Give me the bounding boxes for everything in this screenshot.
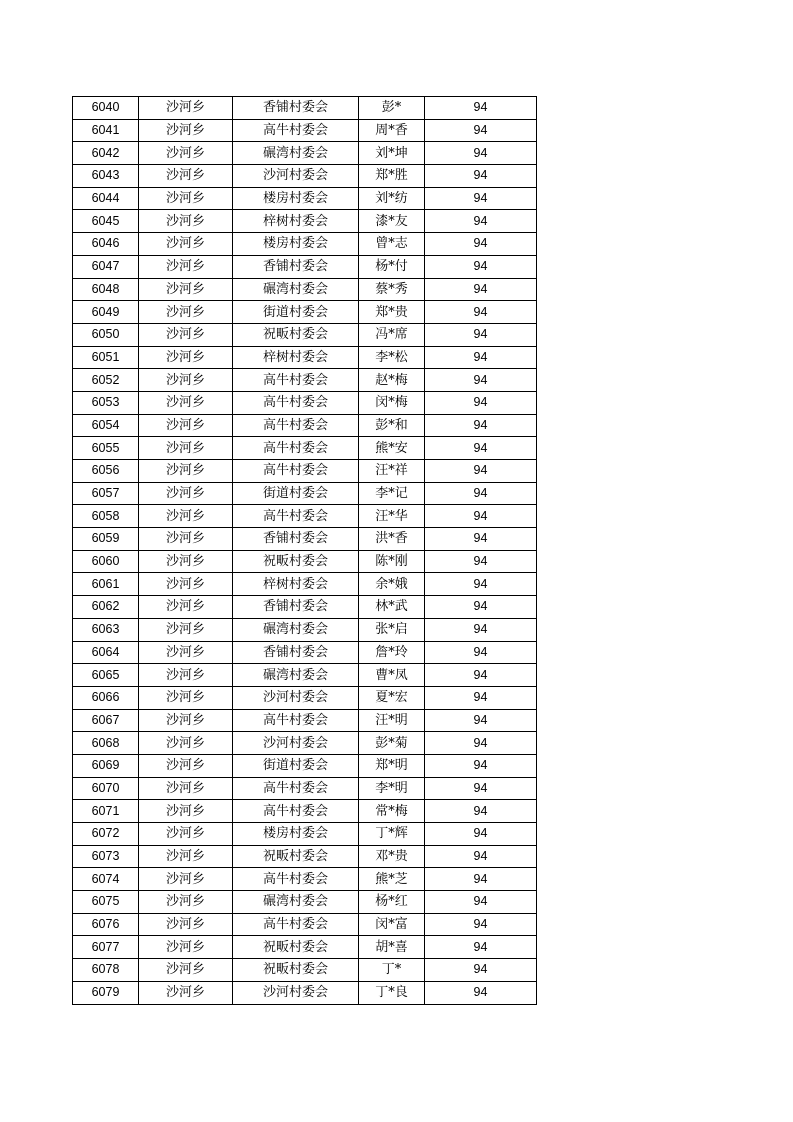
name-cell: 李*记: [359, 482, 425, 505]
village-committee-cell: 街道村委会: [233, 301, 359, 324]
name-cell: 曹*凤: [359, 664, 425, 687]
table-row: [73, 233, 537, 256]
village-committee-cell: 高牛村委会: [233, 369, 359, 392]
township-cell: 沙河乡: [139, 596, 233, 619]
village-committee-cell: 高牛村委会: [233, 437, 359, 460]
score-cell: 94: [425, 187, 537, 210]
name-cell: 张*启: [359, 618, 425, 641]
village-committee-cell: 高牛村委会: [233, 868, 359, 891]
township-cell: 沙河乡: [139, 323, 233, 346]
township-cell: 沙河乡: [139, 369, 233, 392]
score-cell: 94: [425, 913, 537, 936]
score-cell: 94: [425, 301, 537, 324]
township-cell: 沙河乡: [139, 255, 233, 278]
table-row: [73, 97, 537, 120]
township-cell: 沙河乡: [139, 97, 233, 120]
serial-number-cell: 6066: [73, 686, 139, 709]
table-row: [73, 550, 537, 573]
name-cell: 邓*贵: [359, 845, 425, 868]
score-cell: 94: [425, 709, 537, 732]
township-cell: 沙河乡: [139, 664, 233, 687]
serial-number-cell: 6070: [73, 777, 139, 800]
serial-number-cell: 6047: [73, 255, 139, 278]
name-cell: 郑*明: [359, 754, 425, 777]
village-committee-cell: 沙河村委会: [233, 165, 359, 188]
village-committee-cell: 高牛村委会: [233, 414, 359, 437]
township-cell: 沙河乡: [139, 278, 233, 301]
township-cell: 沙河乡: [139, 414, 233, 437]
township-cell: 沙河乡: [139, 686, 233, 709]
township-cell: 沙河乡: [139, 709, 233, 732]
score-cell: 94: [425, 686, 537, 709]
village-committee-cell: 梓树村委会: [233, 210, 359, 233]
score-cell: 94: [425, 732, 537, 755]
score-cell: 94: [425, 618, 537, 641]
table-row: [73, 754, 537, 777]
serial-number-cell: 6054: [73, 414, 139, 437]
serial-number-cell: 6076: [73, 913, 139, 936]
township-cell: 沙河乡: [139, 165, 233, 188]
village-committee-cell: 香铺村委会: [233, 641, 359, 664]
name-cell: 闵*富: [359, 913, 425, 936]
name-cell: 汪*祥: [359, 460, 425, 483]
serial-number-cell: 6072: [73, 823, 139, 846]
score-cell: 94: [425, 278, 537, 301]
township-cell: 沙河乡: [139, 233, 233, 256]
village-committee-cell: 祝畈村委会: [233, 959, 359, 982]
score-cell: 94: [425, 959, 537, 982]
serial-number-cell: 6061: [73, 573, 139, 596]
serial-number-cell: 6064: [73, 641, 139, 664]
name-cell: 郑*胜: [359, 165, 425, 188]
village-committee-cell: 香铺村委会: [233, 528, 359, 551]
village-committee-cell: 沙河村委会: [233, 981, 359, 1004]
score-cell: 94: [425, 777, 537, 800]
village-committee-cell: 梓树村委会: [233, 573, 359, 596]
table-row: [73, 618, 537, 641]
village-committee-cell: 祝畈村委会: [233, 323, 359, 346]
table-row: [73, 868, 537, 891]
village-committee-cell: 街道村委会: [233, 482, 359, 505]
name-cell: 曾*志: [359, 233, 425, 256]
township-cell: 沙河乡: [139, 437, 233, 460]
township-cell: 沙河乡: [139, 301, 233, 324]
name-cell: 周*香: [359, 119, 425, 142]
table-row: [73, 119, 537, 142]
village-committee-cell: 高牛村委会: [233, 800, 359, 823]
village-committee-cell: 祝畈村委会: [233, 936, 359, 959]
score-cell: 94: [425, 482, 537, 505]
township-cell: 沙河乡: [139, 981, 233, 1004]
serial-number-cell: 6079: [73, 981, 139, 1004]
table-row: [73, 505, 537, 528]
township-cell: 沙河乡: [139, 868, 233, 891]
village-committee-cell: 香铺村委会: [233, 596, 359, 619]
serial-number-cell: 6056: [73, 460, 139, 483]
serial-number-cell: 6050: [73, 323, 139, 346]
serial-number-cell: 6045: [73, 210, 139, 233]
score-cell: 94: [425, 868, 537, 891]
table-row: [73, 165, 537, 188]
village-committee-cell: 碾湾村委会: [233, 278, 359, 301]
serial-number-cell: 6058: [73, 505, 139, 528]
serial-number-cell: 6048: [73, 278, 139, 301]
table-row: [73, 142, 537, 165]
table-row: [73, 346, 537, 369]
score-cell: 94: [425, 119, 537, 142]
township-cell: 沙河乡: [139, 800, 233, 823]
score-cell: 94: [425, 754, 537, 777]
table-row: [73, 845, 537, 868]
township-cell: 沙河乡: [139, 482, 233, 505]
serial-number-cell: 6063: [73, 618, 139, 641]
name-cell: 胡*喜: [359, 936, 425, 959]
township-cell: 沙河乡: [139, 641, 233, 664]
score-cell: 94: [425, 346, 537, 369]
score-cell: 94: [425, 142, 537, 165]
township-cell: 沙河乡: [139, 119, 233, 142]
village-committee-cell: 沙河村委会: [233, 732, 359, 755]
table-row: [73, 777, 537, 800]
village-committee-cell: 祝畈村委会: [233, 550, 359, 573]
serial-number-cell: 6055: [73, 437, 139, 460]
name-cell: 余*娥: [359, 573, 425, 596]
name-cell: 郑*贵: [359, 301, 425, 324]
serial-number-cell: 6065: [73, 664, 139, 687]
score-cell: 94: [425, 550, 537, 573]
serial-number-cell: 6057: [73, 482, 139, 505]
table-row: [73, 187, 537, 210]
serial-number-cell: 6044: [73, 187, 139, 210]
name-cell: 林*武: [359, 596, 425, 619]
serial-number-cell: 6069: [73, 754, 139, 777]
village-committee-cell: 高牛村委会: [233, 709, 359, 732]
table-row: [73, 210, 537, 233]
village-committee-cell: 梓树村委会: [233, 346, 359, 369]
township-cell: 沙河乡: [139, 913, 233, 936]
township-cell: 沙河乡: [139, 573, 233, 596]
township-cell: 沙河乡: [139, 142, 233, 165]
name-cell: 洪*香: [359, 528, 425, 551]
score-cell: 94: [425, 981, 537, 1004]
name-cell: 詹*玲: [359, 641, 425, 664]
table-row: [73, 959, 537, 982]
score-cell: 94: [425, 528, 537, 551]
table-row: [73, 301, 537, 324]
score-cell: 94: [425, 369, 537, 392]
village-committee-cell: 楼房村委会: [233, 187, 359, 210]
name-cell: 丁*辉: [359, 823, 425, 846]
score-cell: 94: [425, 823, 537, 846]
serial-number-cell: 6059: [73, 528, 139, 551]
serial-number-cell: 6040: [73, 97, 139, 120]
serial-number-cell: 6062: [73, 596, 139, 619]
township-cell: 沙河乡: [139, 845, 233, 868]
score-cell: 94: [425, 505, 537, 528]
table-row: [73, 891, 537, 914]
township-cell: 沙河乡: [139, 618, 233, 641]
serial-number-cell: 6046: [73, 233, 139, 256]
village-committee-cell: 香铺村委会: [233, 255, 359, 278]
table-row: [73, 596, 537, 619]
data-table: [72, 96, 537, 1005]
table-row: [73, 460, 537, 483]
township-cell: 沙河乡: [139, 187, 233, 210]
village-committee-cell: 楼房村委会: [233, 823, 359, 846]
serial-number-cell: 6053: [73, 391, 139, 414]
table-row: [73, 391, 537, 414]
name-cell: 赵*梅: [359, 369, 425, 392]
score-cell: 94: [425, 891, 537, 914]
name-cell: 蔡*秀: [359, 278, 425, 301]
name-cell: 彭*: [359, 97, 425, 120]
score-cell: 94: [425, 391, 537, 414]
village-committee-cell: 街道村委会: [233, 754, 359, 777]
name-cell: 熊*芝: [359, 868, 425, 891]
score-cell: 94: [425, 255, 537, 278]
name-cell: 彭*和: [359, 414, 425, 437]
score-cell: 94: [425, 210, 537, 233]
name-cell: 漆*友: [359, 210, 425, 233]
serial-number-cell: 6078: [73, 959, 139, 982]
score-cell: 94: [425, 460, 537, 483]
score-cell: 94: [425, 845, 537, 868]
table-row: [73, 686, 537, 709]
score-cell: 94: [425, 97, 537, 120]
village-committee-cell: 祝畈村委会: [233, 845, 359, 868]
table-row: [73, 709, 537, 732]
name-cell: 汪*华: [359, 505, 425, 528]
serial-number-cell: 6073: [73, 845, 139, 868]
name-cell: 常*梅: [359, 800, 425, 823]
table-row: [73, 414, 537, 437]
table-row: [73, 255, 537, 278]
name-cell: 汪*明: [359, 709, 425, 732]
township-cell: 沙河乡: [139, 550, 233, 573]
township-cell: 沙河乡: [139, 391, 233, 414]
township-cell: 沙河乡: [139, 891, 233, 914]
township-cell: 沙河乡: [139, 460, 233, 483]
village-committee-cell: 碾湾村委会: [233, 891, 359, 914]
table-row: [73, 913, 537, 936]
table-row: [73, 641, 537, 664]
table-row: [73, 278, 537, 301]
score-cell: 94: [425, 641, 537, 664]
serial-number-cell: 6043: [73, 165, 139, 188]
table-row: [73, 664, 537, 687]
township-cell: 沙河乡: [139, 777, 233, 800]
village-committee-cell: 楼房村委会: [233, 233, 359, 256]
serial-number-cell: 6067: [73, 709, 139, 732]
score-cell: 94: [425, 165, 537, 188]
serial-number-cell: 6042: [73, 142, 139, 165]
table-row: [73, 323, 537, 346]
score-cell: 94: [425, 596, 537, 619]
name-cell: 彭*菊: [359, 732, 425, 755]
name-cell: 刘*坤: [359, 142, 425, 165]
village-committee-cell: 香铺村委会: [233, 97, 359, 120]
township-cell: 沙河乡: [139, 505, 233, 528]
serial-number-cell: 6049: [73, 301, 139, 324]
name-cell: 陈*刚: [359, 550, 425, 573]
serial-number-cell: 6071: [73, 800, 139, 823]
name-cell: 熊*安: [359, 437, 425, 460]
village-committee-cell: 碾湾村委会: [233, 664, 359, 687]
table-row: [73, 437, 537, 460]
table-row: [73, 369, 537, 392]
name-cell: 闵*梅: [359, 391, 425, 414]
name-cell: 李*松: [359, 346, 425, 369]
table-row: [73, 823, 537, 846]
village-committee-cell: 碾湾村委会: [233, 142, 359, 165]
township-cell: 沙河乡: [139, 959, 233, 982]
serial-number-cell: 6052: [73, 369, 139, 392]
score-cell: 94: [425, 414, 537, 437]
township-cell: 沙河乡: [139, 754, 233, 777]
score-cell: 94: [425, 233, 537, 256]
village-committee-cell: 高牛村委会: [233, 460, 359, 483]
score-cell: 94: [425, 800, 537, 823]
name-cell: 杨*红: [359, 891, 425, 914]
score-cell: 94: [425, 664, 537, 687]
village-committee-cell: 高牛村委会: [233, 119, 359, 142]
village-committee-cell: 高牛村委会: [233, 913, 359, 936]
village-committee-cell: 高牛村委会: [233, 391, 359, 414]
village-committee-cell: 碾湾村委会: [233, 618, 359, 641]
village-committee-cell: 高牛村委会: [233, 505, 359, 528]
serial-number-cell: 6075: [73, 891, 139, 914]
name-cell: 冯*席: [359, 323, 425, 346]
township-cell: 沙河乡: [139, 823, 233, 846]
table-row: [73, 573, 537, 596]
township-cell: 沙河乡: [139, 528, 233, 551]
serial-number-cell: 6060: [73, 550, 139, 573]
serial-number-cell: 6074: [73, 868, 139, 891]
table-body: [73, 97, 537, 1005]
score-cell: 94: [425, 437, 537, 460]
name-cell: 夏*宏: [359, 686, 425, 709]
serial-number-cell: 6068: [73, 732, 139, 755]
table-row: [73, 528, 537, 551]
score-cell: 94: [425, 573, 537, 596]
township-cell: 沙河乡: [139, 210, 233, 233]
serial-number-cell: 6077: [73, 936, 139, 959]
name-cell: 刘*纺: [359, 187, 425, 210]
township-cell: 沙河乡: [139, 936, 233, 959]
township-cell: 沙河乡: [139, 346, 233, 369]
table-row: [73, 482, 537, 505]
name-cell: 杨*付: [359, 255, 425, 278]
name-cell: 丁*: [359, 959, 425, 982]
table-row: [73, 936, 537, 959]
village-committee-cell: 高牛村委会: [233, 777, 359, 800]
table-row: [73, 981, 537, 1004]
name-cell: 丁*良: [359, 981, 425, 1004]
serial-number-cell: 6041: [73, 119, 139, 142]
score-cell: 94: [425, 323, 537, 346]
score-cell: 94: [425, 936, 537, 959]
township-cell: 沙河乡: [139, 732, 233, 755]
name-cell: 李*明: [359, 777, 425, 800]
table-row: [73, 732, 537, 755]
serial-number-cell: 6051: [73, 346, 139, 369]
table-row: [73, 800, 537, 823]
village-committee-cell: 沙河村委会: [233, 686, 359, 709]
